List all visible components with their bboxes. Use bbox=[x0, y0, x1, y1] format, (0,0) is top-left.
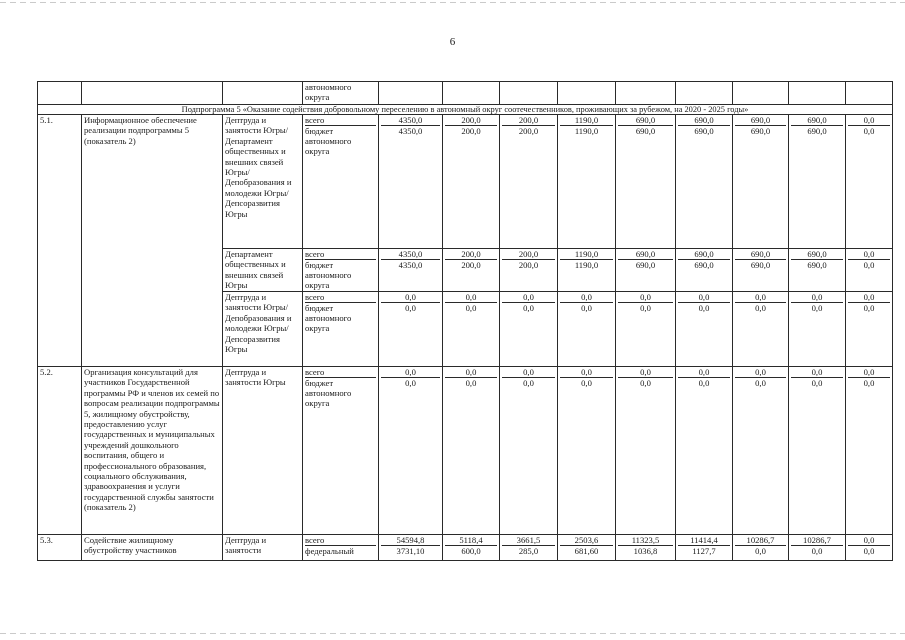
value-cell bbox=[558, 292, 616, 367]
amount: 690,0 bbox=[618, 249, 673, 260]
value-cell bbox=[789, 535, 846, 561]
funding-source: всего bbox=[305, 249, 376, 260]
amount: 0,0 bbox=[618, 367, 673, 378]
amount: 0,0 bbox=[523, 303, 534, 313]
value-cell bbox=[558, 249, 616, 292]
table-row bbox=[38, 115, 893, 249]
funding-source-cell bbox=[303, 535, 379, 561]
amount: 10286,7 bbox=[735, 535, 786, 546]
amount: 690,0 bbox=[750, 126, 771, 136]
amount: 1127,7 bbox=[692, 546, 716, 556]
amount: 0,0 bbox=[581, 303, 592, 313]
amount: 690,0 bbox=[735, 115, 786, 126]
executor: Дептруда и занятости Югры/Департамент общественных и внешних связей Югры/Депобразования и молодежи Югры/Депсоразвития Югры bbox=[223, 115, 303, 249]
amount: 0,0 bbox=[581, 378, 592, 388]
value-cell bbox=[379, 115, 443, 249]
funding-source: бюджет автономного округа bbox=[305, 303, 352, 333]
amount: 690,0 bbox=[635, 126, 656, 136]
amount: 690,0 bbox=[807, 126, 827, 136]
cell-value bbox=[789, 82, 846, 105]
cell-source: автономного округа bbox=[303, 82, 379, 105]
cell-value bbox=[616, 82, 676, 105]
value-cell bbox=[846, 292, 893, 367]
activity-name: Информационное обеспечение реализации подпрограммы 5 (показатель 2) bbox=[82, 115, 223, 367]
cell-executor bbox=[223, 82, 303, 105]
continuation-row bbox=[38, 82, 893, 105]
amount: 0,0 bbox=[848, 292, 890, 303]
amount: 0,0 bbox=[381, 367, 440, 378]
amount: 0,0 bbox=[791, 367, 843, 378]
value-cell bbox=[733, 367, 789, 535]
item-number: 5.3. bbox=[38, 535, 82, 561]
amount: 4350,0 bbox=[398, 260, 423, 270]
amount: 0,0 bbox=[811, 546, 823, 556]
amount: 600,0 bbox=[461, 546, 481, 556]
amount: 4350,0 bbox=[381, 249, 440, 260]
value-cell bbox=[443, 535, 500, 561]
value-cell bbox=[733, 292, 789, 367]
amount: 690,0 bbox=[750, 260, 771, 270]
amount: 0,0 bbox=[811, 378, 823, 388]
amount: 10286,7 bbox=[791, 535, 843, 546]
activity-name: Содействие жилищному обустройству участников bbox=[82, 535, 223, 561]
funding-source: всего bbox=[305, 367, 376, 378]
executor: Департамент общественных и внешних связей Югры bbox=[223, 249, 303, 292]
value-cell bbox=[789, 367, 846, 535]
amount: 0,0 bbox=[755, 378, 766, 388]
amount: 0,0 bbox=[863, 546, 875, 556]
value-cell bbox=[500, 249, 558, 292]
amount: 681,60 bbox=[574, 546, 599, 556]
funding-source: бюджет автономного округа bbox=[305, 378, 352, 408]
amount: 0,0 bbox=[848, 115, 890, 126]
amount: 690,0 bbox=[694, 260, 714, 270]
funding-source: всего bbox=[305, 535, 376, 546]
funding-source-cell bbox=[303, 249, 379, 292]
value-cell bbox=[558, 367, 616, 535]
table-row bbox=[38, 367, 893, 535]
amount: 0,0 bbox=[465, 378, 477, 388]
amount: 200,0 bbox=[518, 126, 539, 136]
amount: 690,0 bbox=[678, 249, 730, 260]
executor: Дептруда и занятости bbox=[223, 535, 303, 561]
amount: 11414,4 bbox=[678, 535, 730, 546]
top-scan-edge bbox=[0, 2, 905, 3]
value-cell bbox=[846, 535, 893, 561]
value-cell bbox=[676, 115, 733, 249]
amount: 0,0 bbox=[863, 260, 875, 270]
page-number: 6 bbox=[449, 36, 456, 48]
value-cell bbox=[379, 367, 443, 535]
subprogram-header-row bbox=[38, 105, 893, 115]
bottom-scan-edge bbox=[0, 633, 905, 634]
cell-value bbox=[500, 82, 558, 105]
funding-source-cell bbox=[303, 292, 379, 367]
budget-table bbox=[37, 81, 893, 561]
amount: 0,0 bbox=[560, 367, 613, 378]
item-number: 5.2. bbox=[38, 367, 82, 535]
value-cell bbox=[616, 292, 676, 367]
amount: 0,0 bbox=[755, 303, 766, 313]
amount: 200,0 bbox=[445, 249, 497, 260]
amount: 690,0 bbox=[694, 126, 714, 136]
value-cell bbox=[500, 292, 558, 367]
cell-value bbox=[733, 82, 789, 105]
amount: 0,0 bbox=[445, 367, 497, 378]
value-cell bbox=[500, 115, 558, 249]
value-cell bbox=[379, 249, 443, 292]
amount: 690,0 bbox=[791, 249, 843, 260]
value-cell bbox=[846, 367, 893, 535]
amount: 1190,0 bbox=[574, 260, 599, 270]
amount: 4350,0 bbox=[398, 126, 423, 136]
amount: 690,0 bbox=[735, 249, 786, 260]
amount: 0,0 bbox=[755, 546, 766, 556]
value-cell bbox=[443, 367, 500, 535]
amount: 0,0 bbox=[618, 292, 673, 303]
cell-value bbox=[558, 82, 616, 105]
amount: 11323,5 bbox=[618, 535, 673, 546]
subprogram-title: Подпрограмма 5 «Оказание содействия добровольному переселению в автономный округ соотечественников, проживающих за рубежом, на 2020 - 2025 годы» bbox=[38, 105, 893, 115]
amount: 0,0 bbox=[791, 292, 843, 303]
funding-source: федеральный bbox=[305, 546, 354, 556]
cell-no bbox=[38, 82, 82, 105]
amount: 1190,0 bbox=[560, 115, 613, 126]
amount: 0,0 bbox=[848, 249, 890, 260]
amount: 4350,0 bbox=[381, 115, 440, 126]
table-row bbox=[38, 535, 893, 561]
amount: 0,0 bbox=[502, 367, 555, 378]
value-cell bbox=[558, 535, 616, 561]
value-cell bbox=[443, 115, 500, 249]
value-cell bbox=[379, 535, 443, 561]
funding-source: всего bbox=[305, 292, 376, 303]
item-number: 5.1. bbox=[38, 115, 82, 367]
value-cell bbox=[443, 249, 500, 292]
amount: 54594,8 bbox=[381, 535, 440, 546]
amount: 0,0 bbox=[811, 303, 823, 313]
amount: 0,0 bbox=[698, 303, 710, 313]
amount: 285,0 bbox=[518, 546, 539, 556]
amount: 0,0 bbox=[640, 378, 651, 388]
value-cell bbox=[733, 115, 789, 249]
amount: 690,0 bbox=[678, 115, 730, 126]
cell-name bbox=[82, 82, 223, 105]
amount: 0,0 bbox=[523, 378, 534, 388]
cell-value bbox=[379, 82, 443, 105]
amount: 1190,0 bbox=[560, 249, 613, 260]
value-cell bbox=[616, 249, 676, 292]
amount: 3731,10 bbox=[396, 546, 425, 556]
value-cell bbox=[789, 115, 846, 249]
value-cell bbox=[846, 115, 893, 249]
value-cell bbox=[789, 249, 846, 292]
amount: 0,0 bbox=[863, 378, 875, 388]
amount: 0,0 bbox=[381, 292, 440, 303]
value-cell bbox=[616, 535, 676, 561]
value-cell bbox=[379, 292, 443, 367]
amount: 200,0 bbox=[502, 115, 555, 126]
value-cell bbox=[616, 367, 676, 535]
amount: 0,0 bbox=[405, 378, 416, 388]
value-cell bbox=[676, 292, 733, 367]
amount: 0,0 bbox=[678, 367, 730, 378]
funding-source-cell bbox=[303, 115, 379, 249]
value-cell bbox=[676, 249, 733, 292]
amount: 690,0 bbox=[635, 260, 656, 270]
amount: 0,0 bbox=[678, 292, 730, 303]
amount: 690,0 bbox=[618, 115, 673, 126]
value-cell bbox=[558, 115, 616, 249]
value-cell bbox=[500, 535, 558, 561]
activity-name: Организация консультаций для участников Государственной программы РФ и членов их семей по вопросам реализации подпрограммы 5, жилищному обустройству, предоставлению услуг государственных и муниципальных учреждений дошкольного воспитания, общего и профессионального образования, социального обслуживания, здравоохранения и услуги государственной службы занятости (показатель 2) bbox=[82, 367, 223, 535]
amount: 1036,8 bbox=[633, 546, 658, 556]
amount: 0,0 bbox=[863, 126, 875, 136]
value-cell bbox=[500, 367, 558, 535]
cell-value bbox=[846, 82, 893, 105]
funding-source: всего bbox=[305, 115, 376, 126]
executor: Дептруда и занятости Югры bbox=[223, 367, 303, 535]
value-cell bbox=[443, 292, 500, 367]
amount: 0,0 bbox=[848, 367, 890, 378]
amount: 5118,4 bbox=[445, 535, 497, 546]
value-cell bbox=[733, 535, 789, 561]
value-cell bbox=[846, 249, 893, 292]
cell-value bbox=[676, 82, 733, 105]
amount: 0,0 bbox=[698, 378, 710, 388]
amount: 690,0 bbox=[807, 260, 827, 270]
amount: 0,0 bbox=[735, 292, 786, 303]
amount: 0,0 bbox=[735, 367, 786, 378]
amount: 0,0 bbox=[445, 292, 497, 303]
amount: 200,0 bbox=[445, 115, 497, 126]
amount: 200,0 bbox=[518, 260, 539, 270]
amount: 0,0 bbox=[640, 303, 651, 313]
executor: Дептруда и занятости Югры/Депобразования и молодежи Югры/Депсоразвития Югры bbox=[223, 292, 303, 367]
amount: 0,0 bbox=[502, 292, 555, 303]
amount: 200,0 bbox=[461, 126, 481, 136]
value-cell bbox=[676, 535, 733, 561]
funding-source-cell bbox=[303, 367, 379, 535]
amount: 200,0 bbox=[461, 260, 481, 270]
amount: 0,0 bbox=[848, 535, 890, 546]
amount: 3661,5 bbox=[502, 535, 555, 546]
amount: 690,0 bbox=[791, 115, 843, 126]
funding-source: бюджет автономного округа bbox=[305, 126, 352, 156]
amount: 0,0 bbox=[465, 303, 477, 313]
value-cell bbox=[616, 115, 676, 249]
value-cell bbox=[789, 292, 846, 367]
value-cell bbox=[676, 367, 733, 535]
amount: 0,0 bbox=[405, 303, 416, 313]
amount: 200,0 bbox=[502, 249, 555, 260]
amount: 2503,6 bbox=[560, 535, 613, 546]
amount: 0,0 bbox=[863, 303, 875, 313]
amount: 0,0 bbox=[560, 292, 613, 303]
amount: 1190,0 bbox=[574, 126, 599, 136]
value-cell bbox=[733, 249, 789, 292]
cell-value bbox=[443, 82, 500, 105]
funding-source: бюджет автономного округа bbox=[305, 260, 352, 290]
